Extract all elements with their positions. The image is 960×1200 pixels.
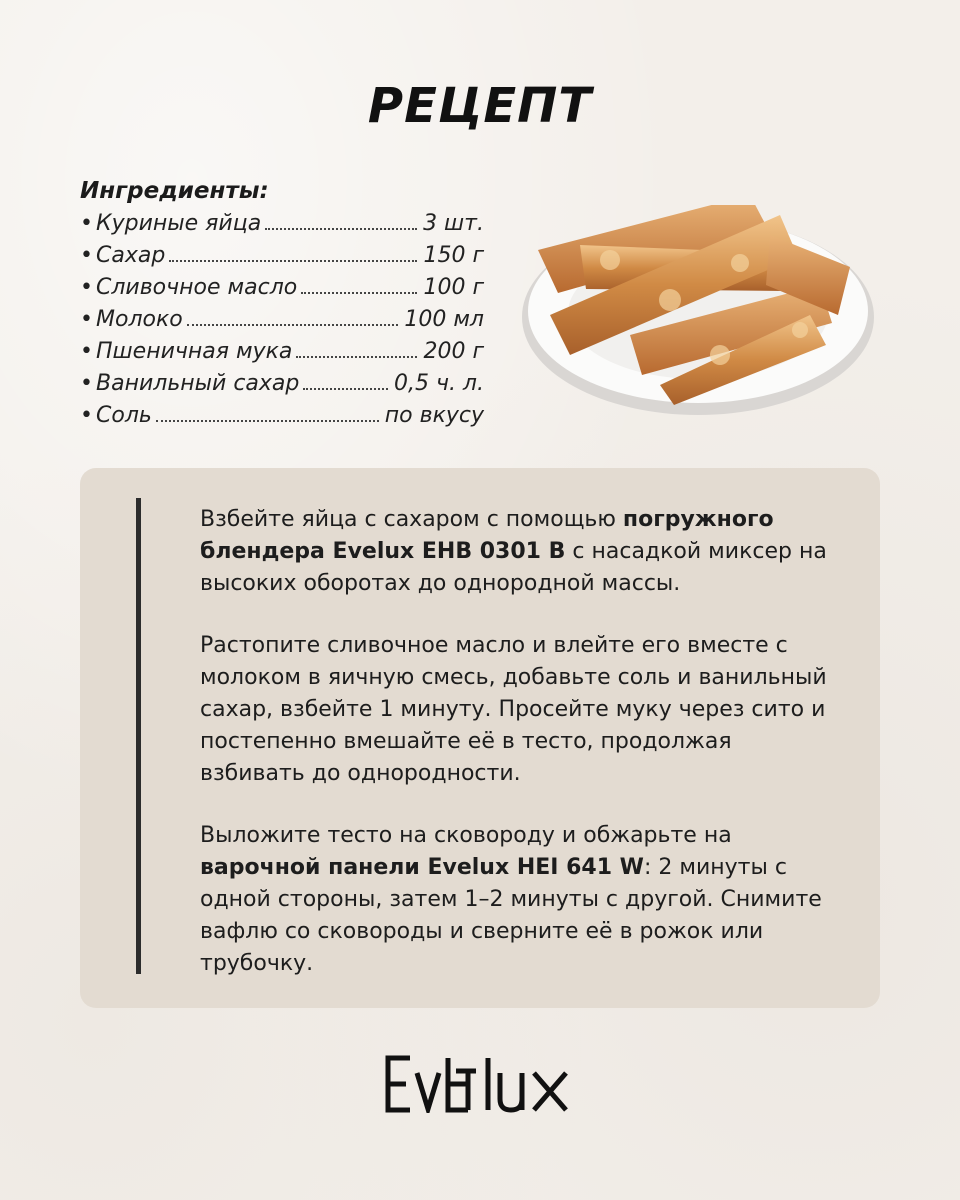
bullet: • (80, 275, 93, 300)
accent-bar (136, 498, 141, 974)
step-1 (200, 504, 840, 600)
dot-leader (169, 259, 417, 262)
step-text: Взбейте яйца с сахаром с помощью (200, 507, 623, 532)
ingredient-name: Молоко (96, 307, 183, 332)
ingredient-name: Куриные яйца (96, 211, 262, 236)
ingredient-qty: 3 шт. (423, 211, 484, 236)
dot-leader (187, 323, 399, 326)
ingredient-name: Сахар (96, 243, 166, 268)
ingredient-row (80, 368, 484, 400)
step-text: с насадкой миксер на высоких оборотах до однородной массы. (200, 539, 827, 596)
step-2: Растопите сливочное масло и влейте его вместе с молоком в яичную смесь, добавьте соль и ванильный сахар, взбейте 1 минуту. Просейте муку через сито и постепенно вмешайте её в тесто, продолжая взбивать до однородности. (200, 633, 827, 786)
step-text: Выложите тесто на сковороду и обжарьте на (200, 823, 732, 848)
dot-leader (303, 387, 388, 390)
bullet: • (80, 339, 93, 364)
instructions-panel (80, 468, 880, 1008)
ingredient-row (80, 208, 484, 240)
evelux-logo (384, 1055, 576, 1113)
ingredient-row (80, 336, 484, 368)
ingredient-name: Соль (96, 403, 152, 428)
ingredient-qty: 150 г (423, 243, 484, 268)
ingredient-row (80, 400, 484, 432)
ingredient-qty: 100 мл (404, 307, 484, 332)
ingredients-list (80, 178, 500, 432)
dot-leader (265, 227, 417, 230)
ingredient-qty: 0,5 ч. л. (393, 371, 484, 396)
dot-leader (301, 291, 417, 294)
dot-leader (296, 355, 417, 358)
ingredient-name: Сливочное масло (96, 275, 298, 300)
ingredient-qty: 100 г (423, 275, 484, 300)
bullet: • (80, 403, 93, 428)
step-bold-text: варочной панели Evelux HEI 641 W (200, 855, 644, 880)
bullet: • (80, 243, 93, 268)
bullet: • (80, 307, 93, 332)
ingredients-heading: Ингредиенты: (80, 178, 269, 204)
ingredient-qty: по вкусу (384, 403, 484, 428)
bullet: • (80, 371, 93, 396)
step-bold-text: погружного блендера Evelux EHB 0301 B (200, 507, 774, 564)
page-title: РЕЦЕПТ (367, 78, 593, 134)
instructions-text (200, 504, 840, 1010)
bullet: • (80, 211, 93, 236)
ingredient-qty: 200 г (423, 339, 484, 364)
ingredient-name: Пшеничная мука (96, 339, 293, 364)
wafer-rolls-image (520, 205, 880, 420)
ingredient-row (80, 304, 484, 336)
ingredient-row (80, 240, 484, 272)
ingredient-name: Ванильный сахар (96, 371, 300, 396)
ingredient-row (80, 272, 484, 304)
step-3 (200, 820, 840, 980)
step-text: : 2 минуты с одной стороны, затем 1–2 минуты с другой. Снимите вафлю со сковороды и сверните её в рожок или трубочку. (200, 855, 822, 976)
dot-leader (156, 419, 379, 422)
